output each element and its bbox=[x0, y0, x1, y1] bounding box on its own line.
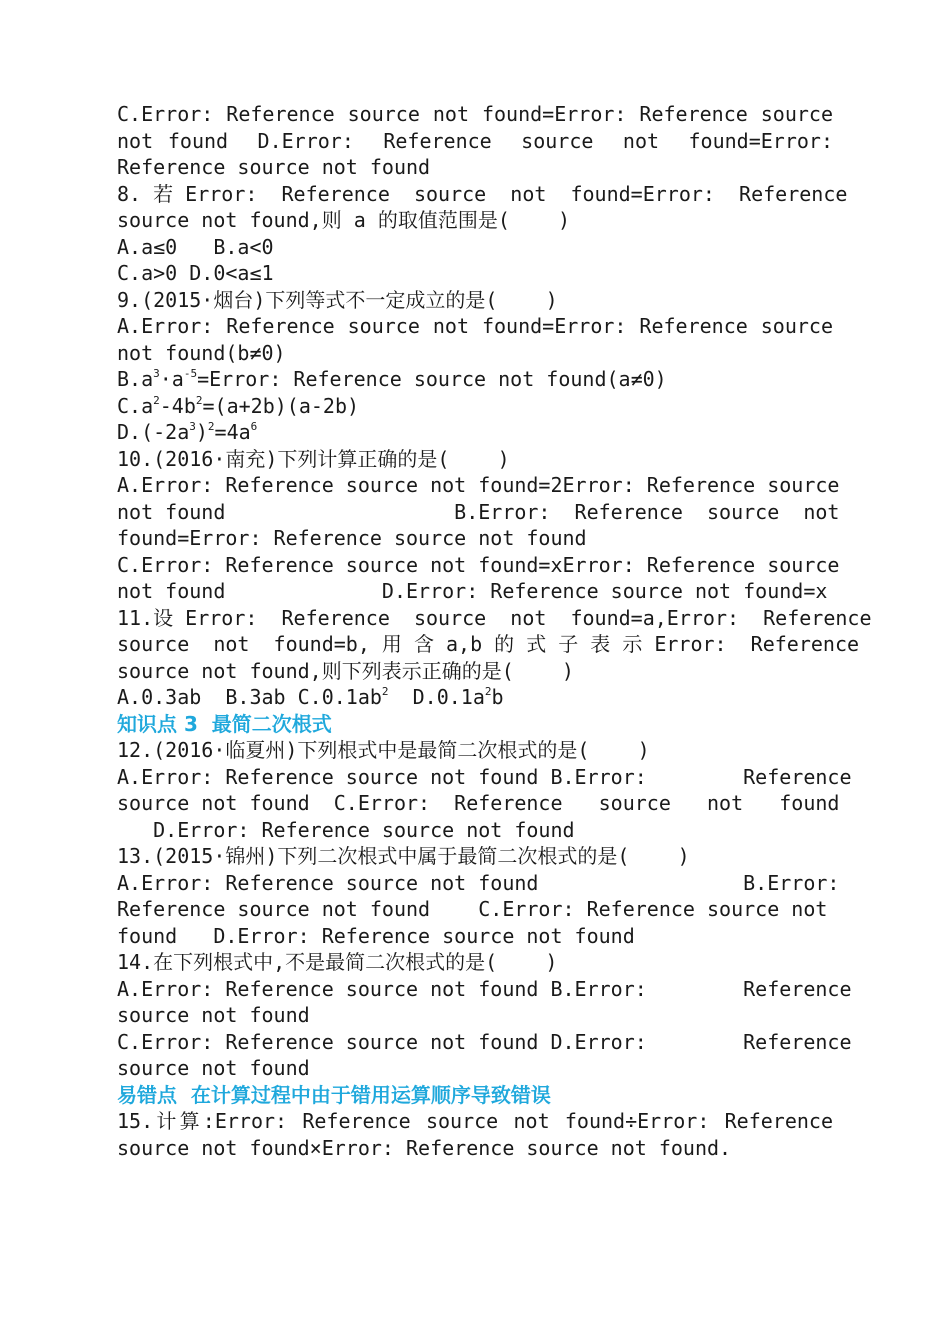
q15-stem: 15.计算:Error: Reference source not found÷Error: Reference bbox=[117, 1109, 833, 1133]
q11-stem-cont: source not found=b, 用 含 a,b 的 式 子 表 示 Error: Reference bbox=[117, 632, 860, 656]
q10-option-c: C.Error: Reference source not found=xError: Reference source bbox=[117, 552, 840, 577]
q8-options-cd: C.a>0 D.0<a≤1 bbox=[117, 261, 274, 285]
q10-option-b: not found B.Error: Reference source not bbox=[117, 499, 840, 524]
q12-options-ab: A.Error: Reference source not found B.Error: Reference bbox=[117, 764, 852, 789]
q7-option-c-line: C.Error: Reference source not found=Error: Reference source bbox=[117, 102, 833, 126]
q9-option-d: $D.(-2a^3)^2=4a^6$ bbox=[117, 420, 258, 444]
q14-options-ab: A.Error: Reference source not found B.Error: Reference bbox=[117, 976, 852, 1001]
q11-stem: 11.设 Error: Reference source not found=a,Error: Reference bbox=[117, 605, 872, 630]
q10-option-b-end: found=Error: Reference source not found bbox=[117, 526, 587, 550]
q9-stem: 9.(2015·烟台)下列等式不一定成立的是( ) bbox=[117, 287, 558, 312]
q10-stem: 10.(2016·南充)下列计算正确的是( ) bbox=[117, 446, 510, 471]
q14-options-cd-end: source not found bbox=[117, 1056, 310, 1080]
q8-stem-end: source not found,则 a 的取值范围是( ) bbox=[117, 208, 571, 232]
q9-option-a-end: not found(b≠0) bbox=[117, 340, 286, 365]
section-heading-knowledge-3: 知识点 3 最简二次根式 bbox=[117, 711, 332, 736]
q12-options-bc: source not found C.Error: Reference source not found bbox=[117, 791, 840, 815]
q14-options-cd: C.Error: Reference source not found D.Error: Reference bbox=[117, 1029, 852, 1054]
q14-options-ab-end: source not found bbox=[117, 1003, 310, 1027]
q11-stem-end: source not found,则下列表示正确的是( ) bbox=[117, 658, 574, 683]
q14-stem: 14.在下列根式中,不是最简二次根式的是( ) bbox=[117, 950, 558, 974]
q10-option-a: A.Error: Reference source not found=2Error: Reference source bbox=[117, 473, 840, 497]
q12-option-d: D.Error: Reference source not found bbox=[117, 817, 575, 842]
q7-option-d-line: not found D.Error: Reference source not found=Error: bbox=[117, 128, 833, 153]
q15-stem-end: source not found×Error: Reference source not found. bbox=[117, 1135, 732, 1160]
q13-options-cd: found D.Error: Reference source not found bbox=[117, 923, 635, 948]
q8-stem: 8. 若 Error: Reference source not found=Error: Reference bbox=[117, 181, 848, 206]
q9-option-a: A.Error: Reference source not found=Error: Reference source bbox=[117, 314, 833, 338]
q13-stem: 13.(2015·锦州)下列二次根式中属于最简二次根式的是( ) bbox=[117, 844, 690, 868]
section-heading-error-prone: 易错点 在计算过程中由于错用运算顺序导致错误 bbox=[117, 1082, 551, 1107]
q13-options-bc: Reference source not found C.Error: Reference source not bbox=[117, 897, 828, 921]
q9-option-c: $C.a^2-4b^2=(a+2b)(a-2b)$ bbox=[117, 393, 360, 418]
document-page bbox=[117, 101, 872, 1161]
q9-option-b: $B.a^3\cdot a^{-5}=Error$: Reference source not found(a≠0) bbox=[117, 367, 667, 391]
q12-stem: 12.(2016·临夏州)下列根式中是最简二次根式的是( ) bbox=[117, 738, 650, 762]
q10-option-d: not found D.Error: Reference source not found=x bbox=[117, 579, 828, 603]
q11-options: A.0.3ab B.3ab $C.0.1ab^2$ $D.0.1a^2b$ bbox=[117, 685, 504, 709]
q7-option-d-line-end: Reference source not found bbox=[117, 155, 431, 179]
q13-options-ab: A.Error: Reference source not found B.Error: bbox=[117, 870, 840, 895]
q8-options-ab: A.a≤0 B.a<0 bbox=[117, 234, 274, 259]
